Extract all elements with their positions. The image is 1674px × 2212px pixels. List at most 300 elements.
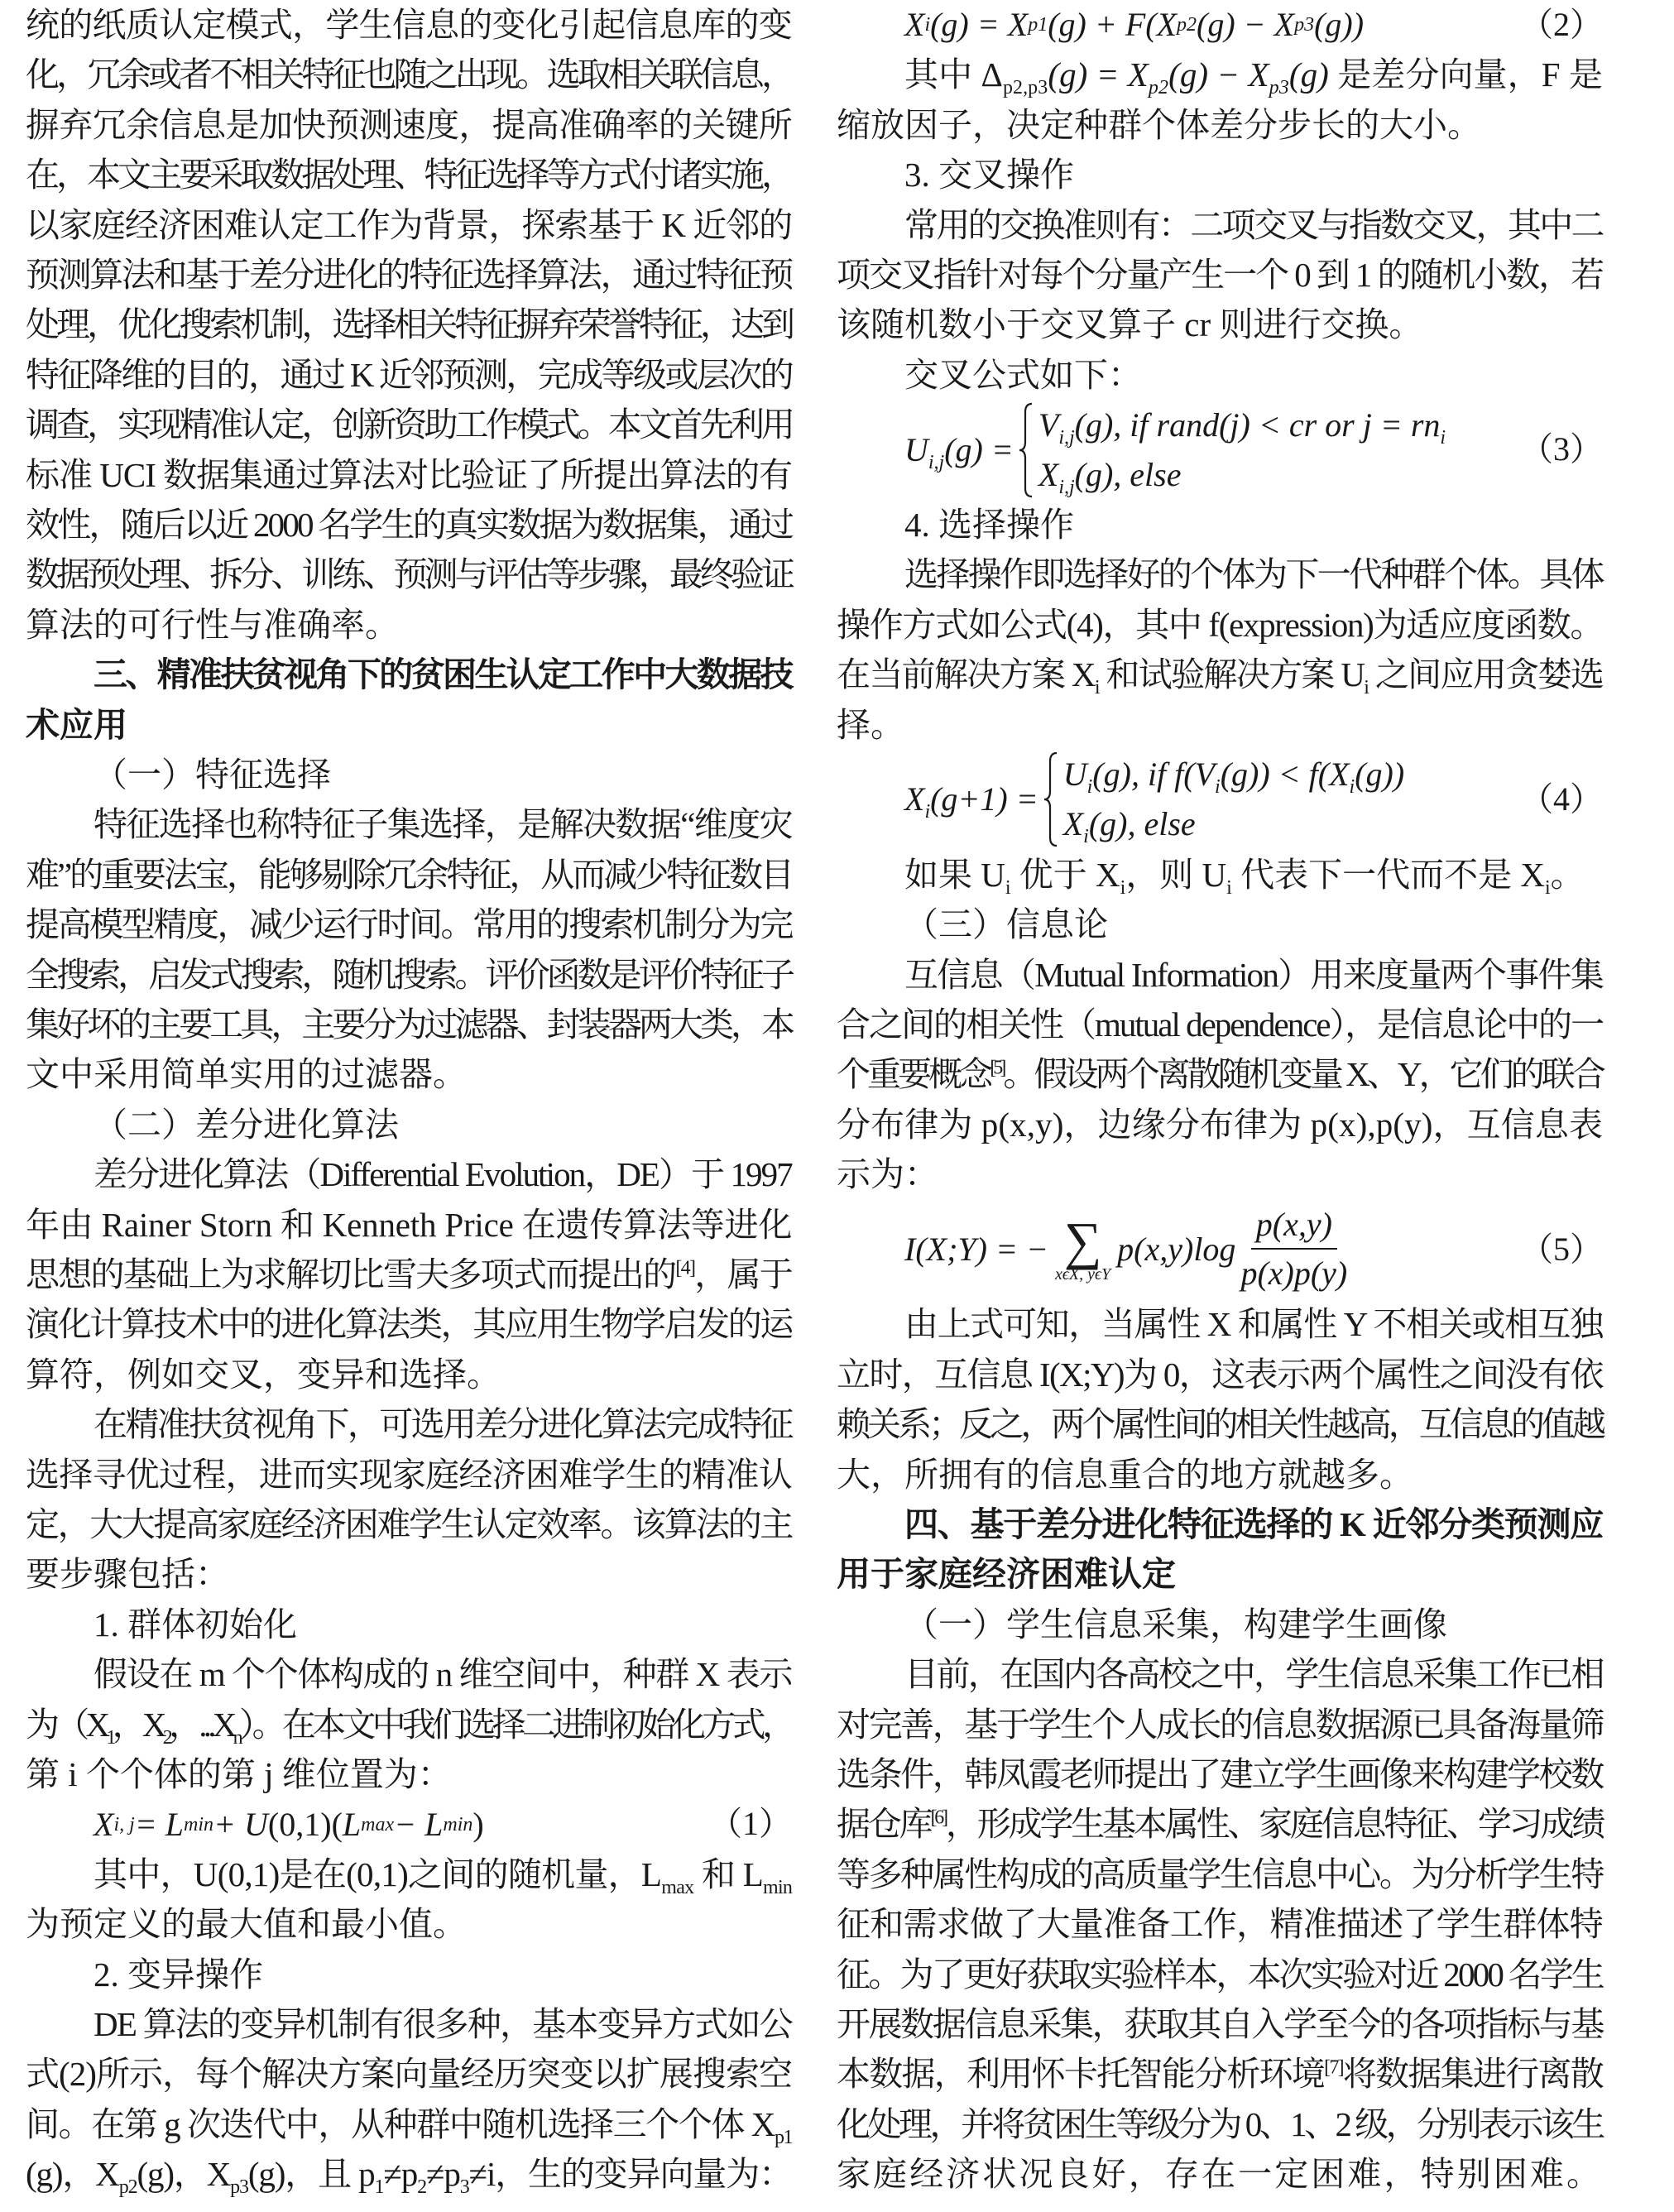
- line-content: [26, 549, 792, 599]
- line-content: [94, 1399, 792, 1449]
- line-content: [26, 1700, 792, 1749]
- line-content: [94, 1649, 792, 1699]
- text-segment: 之间应用贪婪选: [1368, 655, 1604, 694]
- text-segment: 3. 交叉操作: [904, 156, 1074, 194]
- text-line: [837, 1850, 1603, 1899]
- text-line: [26, 1749, 792, 1799]
- line-content: [26, 1549, 229, 1599]
- text-segment: 化，冗余或者不相关特征也随之出现。选取相关联信息，: [26, 55, 792, 94]
- line-content: [837, 1899, 1603, 1949]
- line-content: [904, 900, 1108, 949]
- text-line: [26, 300, 792, 349]
- text-line: [26, 1600, 792, 1649]
- text-line: [26, 1350, 792, 1399]
- left-brace-icon: [1042, 751, 1060, 847]
- text-segment: 以家庭经济困难认定工作为背景，探索基于 K 近邻的: [26, 205, 793, 244]
- text-line: [26, 1200, 792, 1250]
- fraction-numerator: p(x,y): [1251, 1202, 1337, 1250]
- text-line: [26, 400, 792, 449]
- text-segment: ≠p: [383, 2155, 418, 2194]
- math-symbol: X: [1038, 455, 1059, 493]
- text-segment: 择。: [837, 705, 904, 744]
- line-content: [904, 1499, 1603, 1549]
- math-symbol: U: [1062, 756, 1087, 794]
- text-segment: ): [472, 1805, 484, 1843]
- text-segment: 摒弃冗余信息是加快预测速度，提高准确率的关键所: [26, 105, 792, 144]
- citation-superscript: [6]: [930, 1807, 946, 1829]
- subscript: i: [1005, 876, 1011, 899]
- line-content: [26, 1250, 792, 1299]
- text-segment: （二）差分进化算法: [94, 1105, 399, 1144]
- subscript: n: [233, 1726, 239, 1749]
- text-segment: 目前，在国内各高校之中，学生信息采集工作已相: [904, 1655, 1603, 1694]
- line-content: [26, 350, 792, 400]
- subscript: 2: [162, 1726, 169, 1749]
- line-content: [837, 1100, 1603, 1149]
- math-symbol: (g), else: [1074, 455, 1182, 493]
- line-content: [26, 1049, 467, 1099]
- text-line: [26, 950, 792, 1000]
- line-content: [904, 1299, 1603, 1349]
- line-content: [904, 549, 1603, 599]
- left-text-column: [26, 0, 792, 2212]
- line-content: [26, 1749, 452, 1799]
- text-line: [837, 100, 1603, 150]
- line-content: [26, 1499, 792, 1549]
- subscript: max: [661, 1876, 694, 1898]
- subscript: 1: [106, 1726, 113, 1749]
- text-segment: 标准 UCI 数据集通过算法对比验证了所提出算法的有: [26, 455, 793, 494]
- line-content: [94, 1600, 297, 1649]
- formula-case: [1038, 401, 1446, 450]
- equation: [837, 1200, 1603, 1300]
- text-segment: 代表下一代而不是 X: [1231, 855, 1545, 894]
- line-content: [94, 1149, 792, 1199]
- math-symbol: X: [1062, 805, 1084, 843]
- text-segment: 特征选择也称特征子集选择，是解决数据“维度灾: [94, 805, 792, 844]
- line-content: [837, 300, 1422, 349]
- subscript: p2: [1148, 77, 1169, 99]
- text-segment: 由上式可知，当属性 X 和属性 Y 不相关或相互独: [904, 1305, 1603, 1344]
- text-segment: 分布律为 p(x,y)，边缘分布律为 p(x),p(y)，互信息表: [837, 1105, 1604, 1144]
- equation: [837, 400, 1603, 500]
- text-line: [837, 1899, 1603, 1949]
- text-line: [26, 1549, 792, 1599]
- text-segment: 特征降维的目的，通过 K 近邻预测，完成等级或层次的: [26, 355, 793, 394]
- fraction-denominator: p(x)p(y): [1240, 1254, 1348, 1292]
- subscript: p2: [118, 2176, 137, 2199]
- math-symbol: (g)): [1355, 756, 1405, 794]
- text-segment: 2. 变异操作: [94, 1955, 263, 1994]
- text-line: [837, 50, 1603, 99]
- text-line: [837, 2099, 1603, 2149]
- formula-cases: [1063, 750, 1404, 849]
- line-content: [837, 1149, 938, 1199]
- text-segment: 在当前解决方案 X: [837, 655, 1095, 694]
- text-line: [26, 600, 792, 650]
- text-segment: ≠p: [425, 2155, 460, 2194]
- formula-case: [1063, 750, 1404, 799]
- line-content: [26, 200, 792, 250]
- formula-term: p(x,y)log: [1117, 1230, 1236, 1268]
- text-segment: 据仓库: [837, 1805, 931, 1844]
- text-segment: 其中 Δ: [904, 55, 1003, 94]
- line-content: [904, 150, 1074, 199]
- text-line: [837, 1299, 1603, 1349]
- text-segment: 在精准扶贫视角下，可选用差分进化算法完成特征: [94, 1405, 792, 1444]
- line-content: [837, 1950, 1603, 1999]
- line-content: [26, 250, 792, 300]
- text-segment: 要步骤包括：: [26, 1555, 229, 1594]
- line-content: [26, 500, 792, 549]
- text-segment: (g)，且 p: [247, 2155, 375, 2194]
- text-line: [837, 1399, 1603, 1449]
- subscript: p2,p3: [1002, 77, 1048, 99]
- text-segment: 征和需求做了大量准备工作，精准描述了学生群体特: [837, 1905, 1603, 1944]
- text-segment: 家庭经济状况良好，存在一定困难，特别困难。: [837, 2155, 1604, 2194]
- subscript: p1: [774, 2126, 793, 2148]
- section-heading-line: [26, 650, 792, 699]
- math-symbol: (g) − X: [1168, 55, 1269, 94]
- text-line: [26, 1999, 792, 2049]
- subscript: min: [763, 1876, 793, 1898]
- line-content: [837, 2099, 1603, 2149]
- equation-number: （1）: [709, 1805, 792, 1843]
- citation-superscript: [5]: [990, 1057, 1004, 1079]
- line-content: [94, 1850, 792, 1899]
- line-content: [26, 1200, 792, 1250]
- subscript: 1: [374, 2176, 384, 2199]
- line-content: [26, 300, 792, 349]
- text-segment: 第 i 个个体的第 j 维位置为：: [26, 1755, 452, 1793]
- citation-superscript: [7]: [1324, 2056, 1343, 2079]
- text-segment: 。: [1550, 855, 1585, 894]
- text-line: [26, 750, 792, 799]
- text-segment: 常用的交换准则有：二项交叉与指数交叉，其中二: [904, 205, 1603, 244]
- text-line: [837, 600, 1603, 650]
- citation-superscript: [4]: [675, 1257, 695, 1279]
- summation: [1054, 1211, 1111, 1284]
- line-content: [26, 150, 792, 199]
- line-content: [837, 1549, 1176, 1599]
- text-segment: 互信息（Mutual Information）用来度量两个事件集: [904, 955, 1604, 994]
- text-segment: （三）信息论: [904, 905, 1108, 944]
- math-symbol: U: [904, 430, 928, 468]
- subscript: i,j: [928, 451, 945, 473]
- text-segment: 调查，实现精准认定，创新资助工作模式。本文首先利用: [26, 405, 792, 444]
- text-segment: （一）学生信息采集，构建学生画像: [904, 1605, 1447, 1643]
- text-segment: 全搜索，启发式搜索，随机搜索。评价函数是评价特征子: [26, 955, 792, 994]
- text-line: [837, 850, 1603, 900]
- text-segment: (0,1)(: [267, 1805, 343, 1843]
- math-symbol: (g+1) =: [930, 780, 1038, 818]
- text-segment: 交叉公式如下：: [904, 355, 1142, 394]
- line-content: [904, 1600, 1447, 1649]
- text-segment: 算符，例如交叉，变异和选择。: [26, 1355, 501, 1394]
- line-content: [26, 1299, 792, 1349]
- math-symbol: (g) − X: [1197, 6, 1295, 44]
- text-line: [26, 2049, 792, 2099]
- equation-number: （4）: [1520, 780, 1603, 818]
- line-content: [94, 799, 792, 849]
- formula-case: [1063, 799, 1404, 849]
- text-segment: 用于家庭经济困难认定: [837, 1555, 1176, 1594]
- text-line: [26, 1700, 792, 1749]
- line-content: [904, 950, 1603, 1000]
- line-content: [26, 1000, 792, 1049]
- piecewise-formula: [904, 401, 1446, 500]
- text-segment: ，...X: [168, 1705, 233, 1744]
- line-content: [837, 1850, 1603, 1899]
- line-content: [94, 750, 331, 799]
- text-segment: 合之间的相关性（mutual dependence），是信息论中的一: [837, 1005, 1604, 1044]
- text-segment: 项交叉指针对每个分量产生一个 0 到 1 的随机小数，若: [837, 256, 1604, 294]
- math-symbol: X: [94, 1805, 114, 1843]
- text-line: [26, 549, 792, 599]
- text-segment: 赖关系；反之，两个属性间的相关性越高，互信息的值越: [837, 1405, 1603, 1444]
- line-content: [26, 900, 792, 949]
- text-segment: 为（X: [26, 1705, 107, 1744]
- line-content: [837, 1350, 1603, 1399]
- formula-lhs: I(X;Y) = −: [904, 1230, 1048, 1268]
- line-content: [837, 1450, 1413, 1499]
- equation: [837, 750, 1603, 850]
- line-content: [837, 250, 1603, 300]
- text-segment: 将数据集进行离散: [1342, 2055, 1604, 2094]
- text-line: [26, 1899, 792, 1949]
- text-segment: 征。为了更好获取实验样本，本次实验对近 2000 名学生: [837, 1955, 1604, 1994]
- text-line: [837, 1749, 1603, 1799]
- line-content: [837, 1399, 1603, 1449]
- sigma-symbol: ∑: [1063, 1211, 1102, 1270]
- line-content: [26, 2149, 792, 2199]
- text-line: [26, 1100, 792, 1149]
- text-segment: 为预定义的最大值和最小值。: [26, 1905, 467, 1944]
- line-content: [26, 2099, 792, 2149]
- text-line: [26, 450, 792, 500]
- section-heading-line: [837, 1499, 1603, 1549]
- text-line: [26, 799, 792, 849]
- math-symbol: + U: [213, 1805, 268, 1843]
- text-line: [837, 700, 1603, 750]
- line-content: [26, 0, 792, 50]
- text-line: [837, 200, 1603, 250]
- section-heading-line: [26, 700, 792, 750]
- math-symbol: (g)): [1314, 6, 1365, 44]
- text-segment: 缩放因子，决定种群个体差分步长的大小。: [837, 105, 1481, 144]
- text-segment: 差分进化算法（Differential Evolution，DE）于 1997: [94, 1155, 792, 1194]
- math-symbol: (g), if rand(j) < cr or j = rn: [1074, 405, 1441, 444]
- text-line: [26, 1299, 792, 1349]
- text-segment: 其中，U(0,1)是在(0,1)之间的随机量，L: [94, 1855, 662, 1893]
- line-content: [26, 850, 792, 900]
- math-symbol: (g)) < f(X: [1220, 756, 1350, 794]
- text-line: [837, 2149, 1603, 2199]
- text-line: [26, 200, 792, 250]
- line-content: [837, 1000, 1603, 1049]
- subscript: i: [1364, 677, 1369, 699]
- subscript: i: [1544, 876, 1551, 899]
- line-content: [26, 600, 399, 650]
- text-segment: (g)，X: [26, 2155, 119, 2194]
- line-content: [837, 1700, 1603, 1749]
- text-line: [837, 1049, 1603, 1099]
- line-content: [837, 1799, 1603, 1849]
- formula-lhs: [904, 775, 1038, 824]
- text-segment: 式(2)所示，每个解决方案向量经历突变以扩展搜索空: [26, 2055, 793, 2094]
- text-line: [26, 250, 792, 300]
- subscript: i: [1083, 826, 1089, 848]
- text-segment: 文中采用简单实用的过滤器。: [26, 1055, 467, 1094]
- text-segment: 难”的重要法宝，能够剔除冗余特征，从而减少特征数目: [26, 855, 792, 894]
- line-content: [904, 850, 1585, 900]
- math-symbol: L: [342, 1805, 362, 1843]
- subscript: i: [1440, 426, 1446, 449]
- text-line: [26, 1149, 792, 1199]
- text-segment: 演化计算技术中的进化算法类，其应用生物学启发的运: [26, 1305, 792, 1344]
- text-line: [837, 1100, 1603, 1149]
- subscript: p3: [230, 2176, 248, 2199]
- text-line: [26, 1399, 792, 1449]
- math-symbol: (g): [1288, 55, 1329, 94]
- text-line: [837, 1649, 1603, 1699]
- text-segment: 该随机数小于交叉算子 cr 则进行交换。: [837, 305, 1423, 344]
- line-content: [904, 50, 1603, 99]
- text-segment: 选择寻优过程，进而实现家庭经济困难学生的精准认: [26, 1455, 792, 1494]
- text-segment: 定，大大提高家庭经济困难学生认定效率。该算法的主: [26, 1505, 792, 1543]
- text-line: [837, 2049, 1603, 2099]
- line-content: [26, 950, 792, 1000]
- line-content: [26, 400, 792, 449]
- math-symbol: − L: [394, 1805, 444, 1843]
- subscript: p3: [1269, 77, 1289, 99]
- line-content: [26, 1899, 467, 1949]
- text-segment: 等多种属性构成的高质量学生信息中心。为分析学生特: [837, 1855, 1603, 1893]
- line-content: [904, 350, 1142, 400]
- line-content: [26, 100, 792, 150]
- text-line: [837, 150, 1603, 199]
- text-segment: 示为：: [837, 1155, 938, 1194]
- text-segment: 处理，优化搜索机制，选择相关特征摒弃荣誉特征，达到: [26, 305, 792, 344]
- text-segment: 思想的基础上为求解切比雪夫多项式而提出的: [26, 1255, 676, 1293]
- text-line: [837, 1149, 1603, 1199]
- text-segment: ≠i，生的变异向量为：: [468, 2155, 792, 2194]
- text-segment: ，属于: [694, 1255, 793, 1293]
- text-segment: DE 算法的变异机制有很多种，基本变异方式如公: [94, 2005, 792, 2043]
- text-segment: 在，本文主要采取数据处理、特征选择等方式付诸实施，: [26, 156, 792, 194]
- left-brace-icon: [1017, 402, 1035, 498]
- text-segment: 年由 Rainer Storn 和 Kenneth Price 在遗传算法等进化: [26, 1205, 793, 1244]
- text-line: [837, 900, 1603, 949]
- text-line: [26, 1950, 792, 1999]
- text-line: [837, 1999, 1603, 2049]
- text-segment: 本数据，利用怀卡托智能分析环境: [837, 2055, 1325, 2094]
- text-segment: 和 L: [693, 1855, 764, 1893]
- line-content: [26, 2049, 792, 2099]
- line-content: [837, 2049, 1603, 2099]
- subscript: i: [1086, 776, 1093, 799]
- subscript: 3: [459, 2176, 469, 2199]
- text-line: [837, 300, 1603, 349]
- text-line: [837, 1000, 1603, 1049]
- text-segment: 1. 群体初始化: [94, 1605, 297, 1643]
- text-segment: 化处理，并将贫困生等级分为 0、1、2 级，分别表示该生: [837, 2104, 1603, 2143]
- text-segment: ，X: [112, 1705, 163, 1744]
- text-line: [837, 1700, 1603, 1749]
- text-segment: 算法的可行性与准确率。: [26, 605, 399, 644]
- text-segment: 集好坏的主要工具，主要分为过滤器、封装器两大类，本: [26, 1005, 792, 1044]
- math-symbol: X: [904, 6, 925, 44]
- text-segment: 和试验解决方案 U: [1098, 655, 1365, 694]
- section-heading-line: [837, 1549, 1603, 1599]
- text-segment: 选条件，韩凤霞老师提出了建立学生画像来构建学校数: [837, 1755, 1603, 1793]
- text-segment: 对完善，基于学生个人成长的信息数据源已具备海量筛: [837, 1705, 1603, 1744]
- text-segment: 统的纸质认定模式，学生信息的变化引起信息库的变: [26, 6, 792, 44]
- line-content: [837, 1749, 1603, 1799]
- text-line: [837, 1950, 1603, 1999]
- subscript: i: [1349, 776, 1355, 799]
- text-line: [837, 549, 1603, 599]
- math-symbol: (g) + F(X: [1048, 6, 1178, 44]
- text-segment: 开展数据信息采集，获取其自入学至今的各项指标与基: [837, 2005, 1603, 2043]
- text-segment: 4. 选择操作: [904, 506, 1074, 544]
- text-segment: 如果 U: [904, 855, 1005, 894]
- line-content: [837, 700, 904, 750]
- subscript: 2: [417, 2176, 426, 2199]
- text-line: [26, 1850, 792, 1899]
- text-line: [26, 1649, 792, 1699]
- subscript: i,j: [1058, 476, 1075, 498]
- fraction: [1240, 1202, 1347, 1298]
- line-content: [26, 700, 127, 750]
- math-symbol: (g) =: [944, 430, 1014, 468]
- equation-number: （3）: [1520, 430, 1603, 468]
- math-symbol: X: [904, 780, 925, 818]
- formula-case: [1038, 450, 1446, 500]
- subscript: i: [1215, 776, 1221, 799]
- line-content: [26, 450, 792, 500]
- text-line: [837, 500, 1603, 549]
- text-segment: 操作方式如公式(4)，其中 f(expression)为适应度函数。: [837, 605, 1604, 644]
- line-content: [904, 500, 1074, 549]
- text-line: [837, 350, 1603, 400]
- text-segment: 大，所拥有的信息重合的地方就越多。: [837, 1455, 1413, 1494]
- text-line: [26, 50, 792, 99]
- text-segment: 术应用: [26, 705, 127, 744]
- text-segment: 数据预处理、拆分、训练、预测与评估等步骤，最终验证: [26, 555, 792, 594]
- subscript: i: [1094, 677, 1099, 699]
- text-line: [26, 1450, 792, 1499]
- line-content: [94, 1100, 399, 1149]
- text-line: [26, 1250, 792, 1299]
- subscript: i: [1120, 876, 1126, 899]
- line-content: [837, 2149, 1603, 2199]
- text-segment: ）。在本文中我们选择二进制初始化方式，: [238, 1705, 793, 1744]
- text-segment: 是差分向量，F 是: [1328, 55, 1603, 94]
- line-content: [837, 1999, 1603, 2049]
- text-line: [837, 1799, 1603, 1849]
- text-line: [26, 900, 792, 949]
- summation-range: xϵX, yϵY: [1054, 1264, 1111, 1284]
- line-content: [837, 650, 1603, 699]
- text-segment: （一）特征选择: [94, 756, 331, 794]
- text-line: [26, 100, 792, 150]
- equation: X i (g) = X p1 (g) + F(X p2 (g) − X p3 (g)) （2）: [837, 0, 1603, 50]
- text-line: [837, 650, 1603, 699]
- text-line: [26, 850, 792, 900]
- text-segment: 。假设两个离散随机变量 X、Y，它们的联合: [1003, 1055, 1603, 1094]
- text-line: [837, 950, 1603, 1000]
